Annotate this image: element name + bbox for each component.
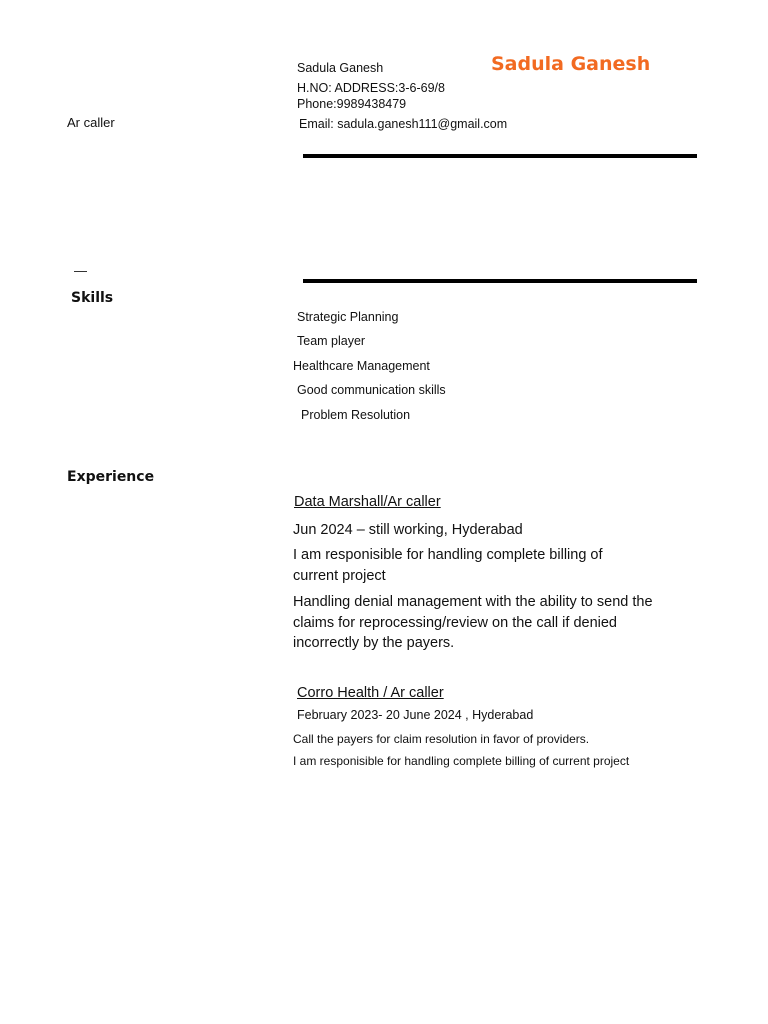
- top-divider: [303, 154, 697, 158]
- contact-address: H.NO: ADDRESS:3-6-69/8: [297, 81, 445, 95]
- skill-item: Problem Resolution: [301, 408, 411, 422]
- contact-name: Sadula Ganesh: [297, 61, 384, 75]
- skills-divider: [303, 279, 697, 283]
- job-description-line: Call the payers for claim resolution in favor of providers.: [293, 732, 590, 746]
- job-title: Data Marshall/Ar caller: [294, 494, 441, 510]
- contact-email: Email: sadula.ganesh111@gmail.com: [299, 117, 508, 131]
- job-period: February 2023- 20 June 2024 , Hyderabad: [297, 708, 534, 722]
- experience-heading: Experience: [67, 469, 155, 485]
- skill-item: Healthcare Management: [293, 359, 430, 373]
- contact-phone: Phone:9989438479: [297, 97, 407, 111]
- skill-item: Good communication skills: [297, 383, 446, 397]
- job-description-line: I am responisible for handling complete billing of current project: [293, 547, 603, 584]
- section-dash: —: [74, 263, 87, 278]
- job-title: Corro Health / Ar caller: [297, 685, 444, 701]
- job-description-line: Handling denial management with the ability to send the claims for reprocessing/review on the call if denied incorrectly by the payers.: [293, 594, 653, 651]
- job-description-line: I am responisible for handling complete billing of current project: [293, 754, 630, 768]
- skill-item: Team player: [297, 334, 366, 348]
- role-label: Ar caller: [67, 115, 115, 130]
- skills-heading: Skills: [71, 290, 114, 306]
- brand-name: Sadula Ganesh: [491, 53, 651, 75]
- job-period: Jun 2024 – still working, Hyderabad: [293, 522, 523, 538]
- skill-item: Strategic Planning: [297, 310, 399, 324]
